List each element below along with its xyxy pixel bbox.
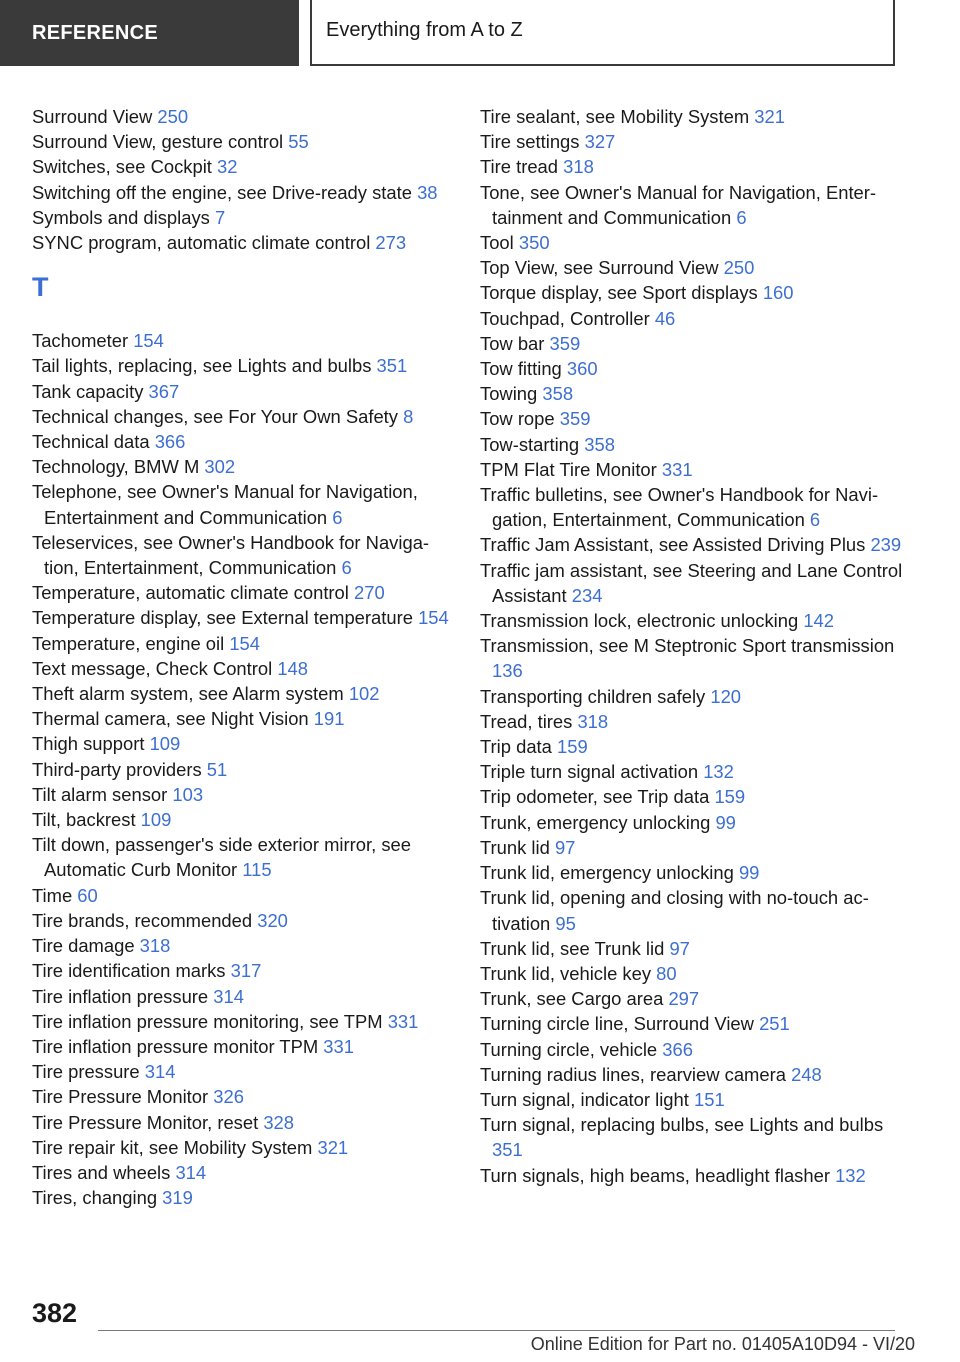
entry-term: Tilt down, passenger's side exterior mirror, see Automatic Curb Monitor — [32, 834, 411, 881]
index-entry — [480, 885, 910, 935]
entry-term: Tire inflation pressure — [32, 985, 214, 1007]
page-link[interactable]: 60 — [77, 884, 98, 906]
page-header — [0, 0, 960, 66]
entry-term: Turning radius lines, rearview camera — [480, 1063, 792, 1085]
index-entry — [480, 104, 910, 129]
page-link[interactable]: 132 — [835, 1164, 866, 1186]
index-entry — [480, 306, 910, 331]
page-link[interactable]: 6 — [332, 506, 343, 528]
index-entry — [32, 832, 452, 882]
entry-term: Symbols and displays — [32, 206, 215, 228]
index-entry — [32, 530, 452, 580]
page-link[interactable]: 38 — [417, 181, 438, 203]
entry-term: Tire damage — [32, 935, 140, 957]
entry-term: Top View, see Surround View — [480, 257, 724, 279]
entry-term: Tachometer — [32, 330, 134, 352]
page-link[interactable]: 151 — [693, 1088, 725, 1110]
entry-term: Text message, Check Control — [32, 657, 278, 679]
index-entry — [32, 454, 452, 479]
index-entry — [32, 129, 452, 154]
entry-term: Tow bar — [480, 332, 550, 354]
index-entry — [32, 681, 452, 706]
index-entry — [480, 406, 910, 431]
entry-term: Technical data — [32, 431, 155, 453]
index-entry — [480, 684, 910, 709]
page-link[interactable]: 358 — [584, 433, 615, 455]
index-entry — [32, 205, 452, 230]
entry-term: Switching off the engine, see Drive-ready state — [32, 181, 418, 203]
page-link[interactable]: 99 — [738, 862, 760, 884]
page-link[interactable]: 251 — [759, 1013, 790, 1035]
page-link[interactable]: 351 — [376, 355, 408, 377]
entry-term: Traffic bulletins, see Owner's Handbook for Navigation, Entertainment, Communication — [480, 484, 879, 531]
index-entry — [32, 328, 452, 353]
entry-term: Tilt alarm sensor — [32, 783, 173, 805]
index-entry — [480, 255, 910, 280]
entry-term: Tow rope — [480, 408, 560, 430]
index-entry — [480, 936, 910, 961]
index-entry — [32, 933, 452, 958]
index-entry — [32, 958, 452, 983]
entry-term: Trunk lid, emergency unlocking — [480, 862, 739, 884]
index-entry — [32, 706, 452, 731]
page-link[interactable]: 366 — [154, 431, 186, 453]
page-link[interactable]: 95 — [555, 912, 576, 934]
page-link[interactable]: 109 — [140, 809, 172, 831]
page-link[interactable]: 148 — [277, 657, 308, 679]
page-link[interactable]: 273 — [375, 232, 407, 254]
index-entry — [32, 605, 452, 630]
index-entry — [480, 457, 910, 482]
index-entry — [32, 479, 452, 529]
index-entry — [32, 580, 452, 605]
index-entry — [480, 331, 910, 356]
entry-term: Tire sealant, see Mobility System — [480, 106, 755, 127]
page-link[interactable]: 319 — [162, 1187, 193, 1209]
entry-term: Telephone, see Owner's Manual for Navigation, Entertainment and Communication — [32, 481, 418, 528]
page-link[interactable]: 154 — [418, 607, 449, 629]
entry-term: Temperature, engine oil — [32, 632, 230, 654]
index-entry — [32, 1135, 452, 1160]
index-entry — [480, 1062, 910, 1087]
entry-term: TPM Flat Tire Monitor — [480, 458, 662, 480]
entry-term: Trip data — [480, 736, 558, 758]
page-link[interactable]: 6 — [809, 509, 821, 531]
entry-term: Trunk lid, opening and closing with no-touch activation — [480, 887, 869, 934]
page-link[interactable]: 7 — [214, 206, 226, 228]
entry-term: Turn signals, high beams, headlight flasher — [480, 1164, 836, 1186]
index-entry — [32, 379, 452, 404]
entry-term: Tire inflation pressure monitoring, see TPM — [32, 1010, 388, 1032]
footer-edition: Online Edition for Part no. 01405A10D94 - VI/20 — [530, 1334, 915, 1354]
entry-term: Third-party providers — [32, 758, 207, 780]
entry-term: Tire Pressure Monitor, reset — [32, 1111, 264, 1133]
entry-term: Tilt, backrest — [32, 809, 141, 831]
page-link[interactable]: 359 — [549, 332, 581, 354]
entry-list-t-continued — [480, 104, 910, 1188]
index-entry — [32, 104, 452, 129]
entry-term: Tire tread — [480, 156, 564, 178]
page-link[interactable]: 351 — [492, 1139, 523, 1161]
page-link[interactable]: 250 — [157, 106, 189, 127]
index-entry — [480, 532, 910, 557]
index-entry — [32, 782, 452, 807]
entry-term: Tire identification marks — [32, 960, 231, 982]
page-link[interactable]: 6 — [736, 206, 747, 228]
page-link[interactable]: 191 — [313, 708, 345, 730]
index-letter-heading: T — [32, 272, 49, 303]
entry-term: Trunk lid — [480, 836, 555, 858]
entry-term: SYNC program, automatic climate control — [32, 232, 376, 254]
index-entry — [32, 429, 452, 454]
entry-term: Traffic jam assistant, see Steering and Lane Control Assistant — [480, 559, 903, 606]
entry-term: Thigh support — [32, 733, 150, 755]
section-label: REFERENCE — [0, 0, 299, 66]
page-link[interactable]: 51 — [206, 758, 228, 780]
entry-term: Tail lights, replacing, see Lights and bulbs — [32, 355, 377, 377]
footer-divider — [98, 1330, 895, 1331]
page-link[interactable]: 297 — [668, 988, 700, 1010]
page-link[interactable]: 55 — [288, 131, 309, 153]
page-link[interactable]: 159 — [714, 786, 746, 808]
index-entry — [32, 731, 452, 756]
index-entry — [480, 230, 910, 255]
index-entry — [480, 835, 910, 860]
page-link[interactable]: 317 — [230, 960, 262, 982]
page-link[interactable]: 331 — [661, 458, 693, 480]
page-link[interactable]: 103 — [172, 783, 204, 805]
index-entry — [480, 784, 910, 809]
entry-term: Trunk, see Cargo area — [480, 988, 669, 1010]
entry-term: Technical changes, see For Your Own Safety — [32, 405, 404, 427]
entry-term: Tires and wheels — [32, 1161, 176, 1183]
entry-term: Trip odometer, see Trip data — [480, 786, 715, 808]
index-entry — [480, 734, 910, 759]
page-link[interactable]: 326 — [213, 1086, 244, 1108]
entry-term: Traffic Jam Assistant, see Assisted Driving Plus — [480, 534, 871, 556]
entry-term: Thermal camera, see Night Vision — [32, 708, 314, 730]
index-entry — [480, 482, 910, 532]
index-entry — [32, 404, 452, 429]
index-entry — [480, 961, 910, 986]
entry-term: Tire inflation pressure monitor TPM — [32, 1035, 324, 1057]
page-link[interactable]: 32 — [217, 156, 238, 178]
index-entry — [32, 1034, 452, 1059]
entry-term: Transmission lock, electronic unlocking — [480, 610, 804, 632]
index-entry — [32, 807, 452, 832]
index-entry — [32, 353, 452, 378]
page-link[interactable]: 321 — [754, 106, 785, 127]
index-entry — [32, 154, 452, 179]
entry-term: Switches, see Cockpit — [32, 156, 218, 178]
entry-term: Transporting children safely — [480, 685, 711, 707]
entry-term: Tire repair kit, see Mobility System — [32, 1136, 318, 1158]
page-link[interactable]: 109 — [149, 733, 181, 755]
index-entry — [480, 860, 910, 885]
entry-term: Tool — [480, 232, 519, 254]
index-entry — [480, 810, 910, 835]
entry-term: Technology, BMW M — [32, 456, 205, 478]
index-entry — [32, 1059, 452, 1084]
page-link[interactable]: 360 — [566, 358, 598, 380]
page-link[interactable]: 328 — [263, 1111, 295, 1133]
page-link[interactable]: 132 — [703, 761, 734, 783]
page-link[interactable]: 115 — [242, 859, 272, 881]
index-entry — [32, 908, 452, 933]
entry-term: Tread, tires — [480, 710, 578, 732]
entry-term: Theft alarm system, see Alarm system — [32, 683, 349, 705]
index-entry — [480, 356, 910, 381]
page-link[interactable]: 6 — [341, 557, 352, 579]
entry-term: Time — [32, 884, 78, 906]
page-link[interactable]: 142 — [803, 610, 835, 632]
page-link[interactable]: 97 — [554, 836, 576, 858]
entry-term: Tire pressure — [32, 1061, 145, 1083]
entry-term: Teleservices, see Owner's Handbook for Navigation, Entertainment, Communication — [32, 531, 430, 579]
index-entry — [480, 1087, 910, 1112]
index-entry — [32, 1110, 452, 1135]
index-entry — [480, 432, 910, 457]
index-entry — [480, 633, 910, 683]
entry-term: Surround View, gesture control — [32, 131, 289, 153]
page-link[interactable]: 159 — [557, 736, 588, 758]
index-entry — [480, 986, 910, 1011]
entry-list-t — [32, 328, 452, 1210]
index-entry — [480, 129, 910, 154]
index-entry — [480, 280, 910, 305]
page-link[interactable]: 331 — [323, 1035, 354, 1057]
page-link[interactable]: 8 — [403, 405, 414, 427]
entry-term: Temperature display, see External temperature — [32, 607, 419, 629]
page-link[interactable]: 102 — [348, 683, 380, 705]
page-link[interactable]: 120 — [710, 685, 742, 707]
entry-term: Tone, see Owner's Manual for Navigation, Entertainment and Communication — [480, 181, 877, 228]
page-link[interactable]: 327 — [584, 131, 616, 153]
index-entry — [32, 1160, 452, 1185]
entry-term: Trunk lid, vehicle key — [480, 962, 657, 984]
index-entry — [480, 180, 910, 230]
page-link[interactable]: 366 — [662, 1038, 693, 1060]
entry-list-s — [32, 104, 452, 255]
page-link[interactable]: 367 — [148, 380, 180, 402]
page-link[interactable]: 97 — [669, 937, 690, 959]
page-link[interactable]: 318 — [577, 710, 609, 732]
entry-term: Torque display, see Sport displays — [480, 282, 763, 304]
entry-term: Temperature, automatic climate control — [32, 582, 354, 604]
page-link[interactable]: 160 — [762, 282, 794, 304]
page-link[interactable]: 314 — [144, 1061, 176, 1083]
entry-term: Tires, changing — [32, 1187, 163, 1209]
index-entry — [480, 1011, 910, 1036]
page-number: 382 — [32, 1298, 78, 1328]
index-entry — [32, 656, 452, 681]
index-entry — [480, 381, 910, 406]
page-link[interactable]: 314 — [213, 985, 244, 1007]
page-link[interactable]: 314 — [175, 1161, 207, 1183]
page-link[interactable]: 318 — [563, 156, 594, 178]
page-link[interactable]: 154 — [229, 632, 260, 654]
page-link[interactable]: 250 — [723, 257, 755, 279]
page-link[interactable]: 80 — [656, 962, 677, 984]
page-link[interactable]: 318 — [139, 935, 171, 957]
page-link[interactable]: 350 — [518, 232, 550, 254]
page-link[interactable]: 302 — [204, 456, 236, 478]
entry-term: Turn signal, indicator light — [480, 1088, 694, 1110]
index-column-left — [32, 104, 452, 1210]
index-entry — [480, 608, 910, 633]
index-entry — [32, 1084, 452, 1109]
entry-term: Touchpad, Controller — [480, 307, 655, 329]
page-link[interactable]: 234 — [571, 584, 603, 606]
entry-term: Turn signal, replacing bulbs, see Lights and bulbs — [480, 1114, 884, 1136]
page-link[interactable]: 136 — [492, 660, 523, 682]
entry-term: Triple turn signal activation — [480, 761, 704, 783]
entry-term: Tire Pressure Monitor — [32, 1086, 214, 1108]
page-link[interactable]: 331 — [387, 1010, 419, 1032]
page-link[interactable]: 358 — [542, 383, 574, 405]
entry-term: Surround View — [32, 106, 158, 127]
index-entry — [32, 631, 452, 656]
index-entry — [480, 154, 910, 179]
index-entry — [480, 1112, 910, 1162]
entry-term: Tow-starting — [480, 433, 585, 455]
entry-term: Turning circle, vehicle — [480, 1038, 663, 1060]
entry-term: Turning circle line, Surround View — [480, 1013, 760, 1035]
page-link[interactable]: 321 — [317, 1136, 349, 1158]
index-entry — [480, 1037, 910, 1062]
entry-term: Trunk, emergency unlocking — [480, 811, 716, 833]
index-entry — [32, 230, 452, 255]
page-link[interactable]: 239 — [870, 534, 902, 556]
entry-term: Tow fitting — [480, 358, 567, 380]
index-column-right — [480, 104, 910, 1188]
index-entry — [32, 984, 452, 1009]
index-entry — [32, 1185, 452, 1210]
page-link[interactable]: 248 — [791, 1063, 822, 1085]
entry-term: Trunk lid, see Trunk lid — [480, 937, 670, 959]
index-entry — [32, 1009, 452, 1034]
page-link[interactable]: 270 — [353, 582, 385, 604]
page-link[interactable]: 154 — [133, 330, 164, 352]
index-entry — [32, 180, 452, 205]
index-entry — [480, 558, 910, 608]
index-entry — [480, 709, 910, 734]
page-link[interactable]: 320 — [257, 909, 288, 931]
entry-term: Tire brands, recommended — [32, 909, 258, 931]
page-link[interactable]: 99 — [715, 811, 736, 833]
page-link[interactable]: 46 — [654, 307, 676, 329]
index-entry — [32, 757, 452, 782]
entry-term: Tire settings — [480, 131, 585, 153]
index-entry — [480, 759, 910, 784]
entry-term: Towing — [480, 383, 543, 405]
page-link[interactable]: 359 — [559, 408, 591, 430]
chapter-title: Everything from A to Z — [310, 0, 895, 66]
entry-term: Transmission, see M Steptronic Sport transmission — [480, 635, 895, 657]
index-entry — [480, 1163, 910, 1188]
index-entry — [32, 883, 452, 908]
entry-term: Tank capacity — [32, 380, 149, 402]
